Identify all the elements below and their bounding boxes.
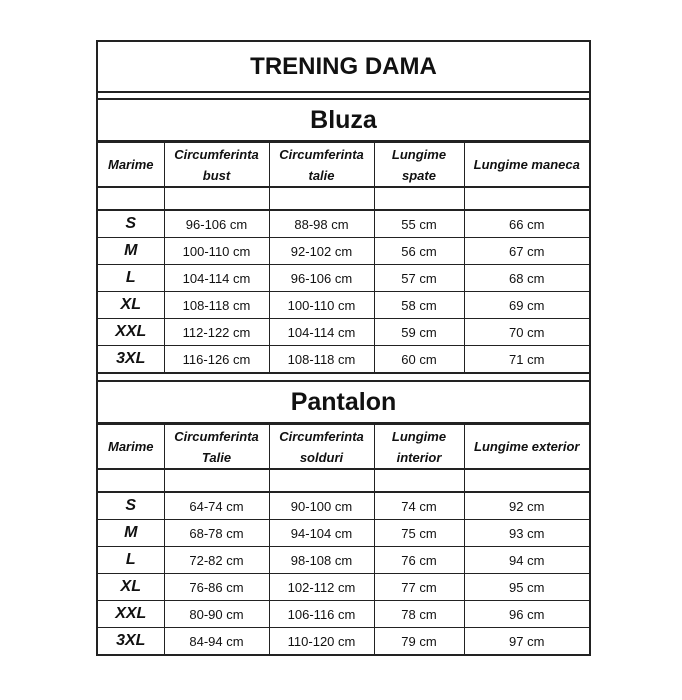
- measurement-cell: 70 cm: [464, 319, 589, 346]
- column-header: Lungime spate: [374, 143, 464, 188]
- measurement-cell: 104-114 cm: [269, 319, 374, 346]
- pantalon-table: [98, 424, 589, 654]
- table-row: [98, 346, 589, 373]
- bluza-table: [98, 142, 589, 372]
- measurement-cell: 97 cm: [464, 628, 589, 655]
- column-header: Circumferinta bust: [164, 143, 269, 188]
- table-row: [98, 574, 589, 601]
- empty-cell: [164, 469, 269, 492]
- measurement-cell: 56 cm: [374, 238, 464, 265]
- measurement-cell: 96-106 cm: [269, 265, 374, 292]
- measurement-cell: 59 cm: [374, 319, 464, 346]
- table-row: [98, 210, 589, 238]
- measurement-cell: 93 cm: [464, 520, 589, 547]
- measurement-cell: 74 cm: [374, 492, 464, 520]
- size-label: XL: [98, 292, 164, 319]
- measurement-cell: 88-98 cm: [269, 210, 374, 238]
- size-label: XL: [98, 574, 164, 601]
- table-row: [98, 265, 589, 292]
- column-header: Circumferinta Talie: [164, 425, 269, 470]
- measurement-cell: 96 cm: [464, 601, 589, 628]
- size-label: L: [98, 265, 164, 292]
- measurement-cell: 108-118 cm: [164, 292, 269, 319]
- measurement-cell: 96-106 cm: [164, 210, 269, 238]
- measurement-cell: 76 cm: [374, 547, 464, 574]
- measurement-cell: 68-78 cm: [164, 520, 269, 547]
- measurement-cell: 71 cm: [464, 346, 589, 373]
- size-label: L: [98, 547, 164, 574]
- table-row: [98, 601, 589, 628]
- size-label: XXL: [98, 319, 164, 346]
- measurement-cell: 92-102 cm: [269, 238, 374, 265]
- empty-cell: [374, 469, 464, 492]
- measurement-cell: 95 cm: [464, 574, 589, 601]
- measurement-cell: 102-112 cm: [269, 574, 374, 601]
- table-row: [98, 520, 589, 547]
- header-row: [98, 143, 589, 188]
- measurement-cell: 68 cm: [464, 265, 589, 292]
- measurement-cell: 60 cm: [374, 346, 464, 373]
- measurement-cell: 116-126 cm: [164, 346, 269, 373]
- column-header: Marime: [98, 425, 164, 470]
- section-title-pantalon: Pantalon: [98, 382, 589, 424]
- chart-title: TRENING DAMA: [98, 42, 589, 93]
- measurement-cell: 69 cm: [464, 292, 589, 319]
- blank-row: [98, 469, 589, 492]
- measurement-cell: 80-90 cm: [164, 601, 269, 628]
- header-row: [98, 425, 589, 470]
- measurement-cell: 98-108 cm: [269, 547, 374, 574]
- measurement-cell: 104-114 cm: [164, 265, 269, 292]
- measurement-cell: 79 cm: [374, 628, 464, 655]
- empty-cell: [464, 187, 589, 210]
- size-label: S: [98, 210, 164, 238]
- column-header: Marime: [98, 143, 164, 188]
- measurement-cell: 84-94 cm: [164, 628, 269, 655]
- measurement-cell: 94-104 cm: [269, 520, 374, 547]
- column-header: Lungime exterior: [464, 425, 589, 470]
- measurement-cell: 66 cm: [464, 210, 589, 238]
- measurement-cell: 100-110 cm: [269, 292, 374, 319]
- table-row: [98, 628, 589, 655]
- measurement-cell: 75 cm: [374, 520, 464, 547]
- empty-cell: [98, 469, 164, 492]
- measurement-cell: 58 cm: [374, 292, 464, 319]
- measurement-cell: 110-120 cm: [269, 628, 374, 655]
- section-title-bluza: Bluza: [98, 100, 589, 142]
- measurement-cell: 57 cm: [374, 265, 464, 292]
- size-chart: [96, 40, 591, 656]
- table-row: [98, 547, 589, 574]
- measurement-cell: 106-116 cm: [269, 601, 374, 628]
- size-label: M: [98, 238, 164, 265]
- measurement-cell: 78 cm: [374, 601, 464, 628]
- size-label: 3XL: [98, 628, 164, 655]
- table-row: [98, 492, 589, 520]
- empty-cell: [164, 187, 269, 210]
- empty-cell: [464, 469, 589, 492]
- measurement-cell: 112-122 cm: [164, 319, 269, 346]
- measurement-cell: 77 cm: [374, 574, 464, 601]
- size-label: 3XL: [98, 346, 164, 373]
- measurement-cell: 94 cm: [464, 547, 589, 574]
- column-header: Lungime interior: [374, 425, 464, 470]
- empty-cell: [269, 469, 374, 492]
- column-header: Circumferinta solduri: [269, 425, 374, 470]
- table-row: [98, 292, 589, 319]
- measurement-cell: 90-100 cm: [269, 492, 374, 520]
- measurement-cell: 67 cm: [464, 238, 589, 265]
- empty-cell: [269, 187, 374, 210]
- table-row: [98, 319, 589, 346]
- column-header: Lungime maneca: [464, 143, 589, 188]
- empty-cell: [374, 187, 464, 210]
- measurement-cell: 92 cm: [464, 492, 589, 520]
- divider: [98, 93, 589, 100]
- blank-row: [98, 187, 589, 210]
- empty-cell: [98, 187, 164, 210]
- size-label: S: [98, 492, 164, 520]
- measurement-cell: 108-118 cm: [269, 346, 374, 373]
- measurement-cell: 76-86 cm: [164, 574, 269, 601]
- size-label: M: [98, 520, 164, 547]
- column-header: Circumferinta talie: [269, 143, 374, 188]
- measurement-cell: 72-82 cm: [164, 547, 269, 574]
- section-divider: [98, 372, 589, 382]
- measurement-cell: 100-110 cm: [164, 238, 269, 265]
- measurement-cell: 55 cm: [374, 210, 464, 238]
- table-row: [98, 238, 589, 265]
- size-label: XXL: [98, 601, 164, 628]
- measurement-cell: 64-74 cm: [164, 492, 269, 520]
